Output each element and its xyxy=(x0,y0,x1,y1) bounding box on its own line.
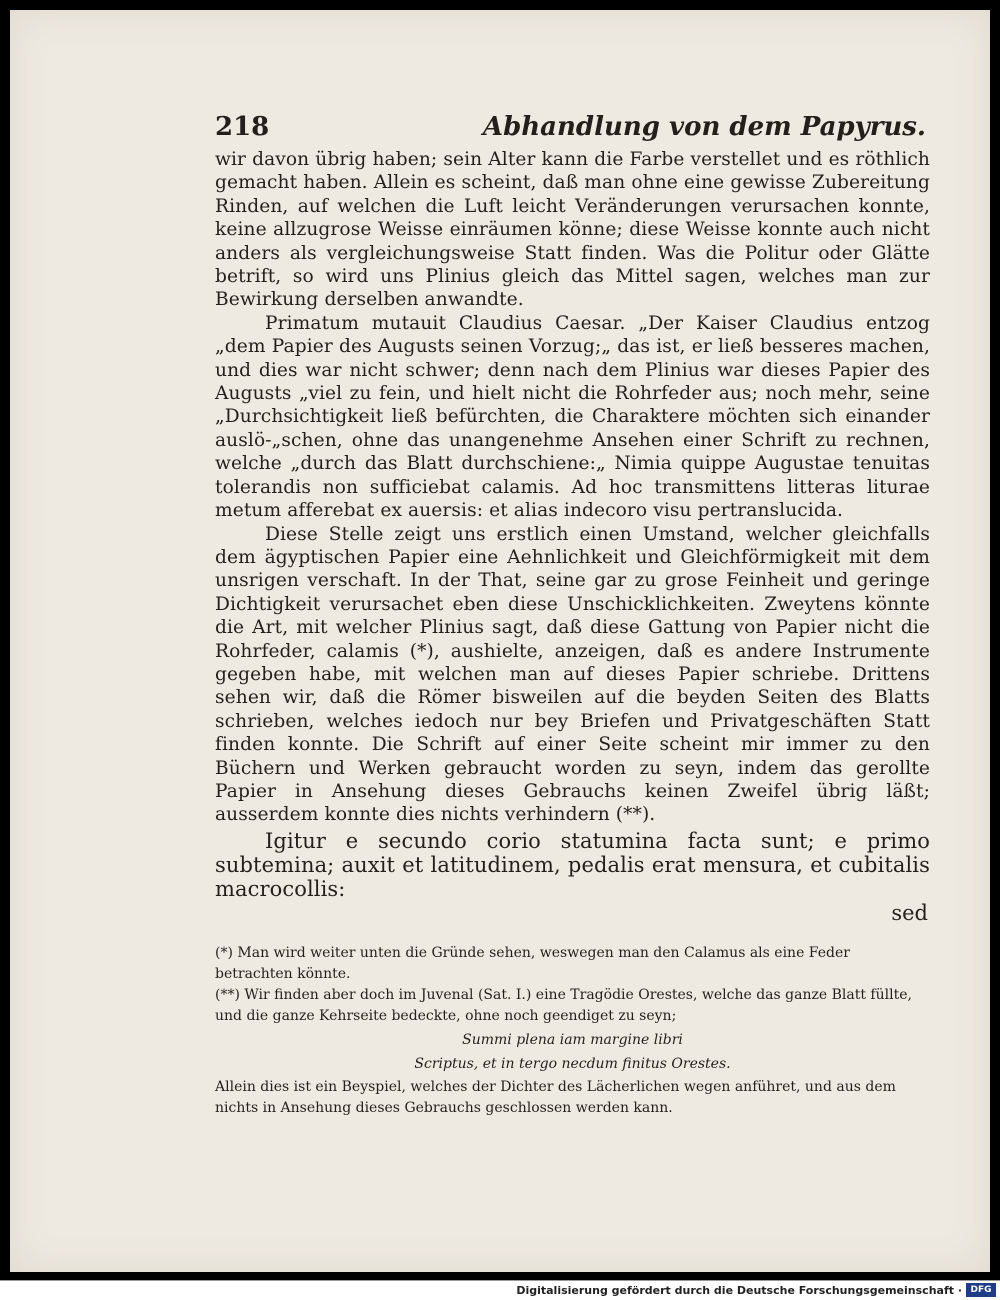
footnote-2-mark: (**) xyxy=(215,986,240,1003)
running-head: Abhandlung von dem Papyrus. xyxy=(482,112,926,142)
catchword-row xyxy=(215,901,930,927)
paragraph-2: Primatum mutauit Claudius Caesar. „Der Kaiser Claudius entzog „dem Papier des Augusts seinen Vorzug;„ das ist, er ließ besseres machen, und dies war nicht schwer; denn nach dem Plinius war dieses Papier des Augusts „viel zu fein, und hielt nicht die Rohrfeder aus; noch mehr, seine „Durchsichtigkeit ließ befürchten, die Charaktere möchten sich einander auslö-„schen, ohne das unangenehme Ansehen einer Schrift zu rechnen, welche „durch das Blatt durchschiene:„ Nimia quippe Augustae tenuitas tolerandis non sufficiebat calamis. Ad hoc transmittens litteras liturae metum afferebat ex auersis: et alias indecoro visu pertranslucida. xyxy=(215,312,930,522)
paragraph-3: Diese Stelle zeigt uns erstlich einen Umstand, welcher gleichfalls dem ägyptischen Papier eine Aehnlichkeit und Gleichförmigkeit mit dem unsrigen verschaft. In der That, seine gar zu grose Feinheit und geringe Dichtigkeit verursachet eben diese Unschicklichkeiten. Zweytens könnte die Art, mit welcher Plinius sagt, daß diese Gattung von Papier nicht die Rohrfeder, calamis (*), aushielte, anzeigen, daß es andere Instrumente gegeben habe, mit welchen man auf dieses Papier schriebe. Drittens sehen wir, daß die Römer bisweilen auf die beyden Seiten des Blatts schrieben, welches iedoch nur bey Briefen und Privatgeschäften Statt finden konnte. Die Schrift auf einer Seite scheint mir immer zu den Büchern und Werken gebraucht worden zu seyn, indem das gerollte Papier in Ansehung dieses Gebrauchs keinen Zweifel übrig läßt; ausserdem konnte dies nichts verhindern (**). xyxy=(215,523,930,826)
verse-line-1: Summi plena iam margine libri xyxy=(462,1031,683,1048)
latin-paragraph: Igitur e secundo corio statumina facta sunt; e primo subtemina; auxit et latitudinem, pedalis erat mensura, et cubitalis macrocollis: xyxy=(215,828,930,901)
verse-line-2: Scriptus, et in tergo necdum finitus Orestes. xyxy=(414,1055,731,1072)
book-page xyxy=(10,10,990,1272)
footnote-1-text: Man wird weiter unten die Gründe sehen, weswegen man den Calamus als eine Feder betrachten könnte. xyxy=(215,944,850,982)
main-text xyxy=(215,148,930,927)
footnote-2-continuation: Allein dies ist ein Beyspiel, welches der Dichter des Lächerlichen wegen anführet, und aus dem nichts in Ansehung dieses Gebrauchs geschlossen werden kann. xyxy=(215,1078,896,1116)
page-number: 218 xyxy=(215,112,270,142)
page-header xyxy=(215,106,930,148)
footnote-1 xyxy=(215,943,930,985)
funding-credit: Digitalisierung gefördert durch die Deutsche Forschungsgemeinschaft · xyxy=(516,1284,962,1297)
footnote-2 xyxy=(215,985,930,1027)
dfg-logo: DFG xyxy=(966,1283,996,1297)
footnotes xyxy=(215,943,930,1119)
paragraph-1: wir davon übrig haben; sein Alter kann die Farbe verstellet und es röthlich gemacht haben. Allein es scheint, daß man ohne eine gewisse Zubereitung Rinden, auf welchen die Luft leicht Veränderungen verursachen konnte, keine allzugrose Weisse einräumen könne; diese Weisse konnte auch nicht anders als vergleichungsweise Statt finden. Was die Politur oder Glätte betrift, so wird uns Plinius gleich das Mittel sagen, welches man zur Bewirkung derselben anwandte. xyxy=(215,149,930,311)
catchword: sed xyxy=(891,900,928,925)
digitization-footer xyxy=(0,1280,1000,1300)
footnote-2-text: Wir finden aber doch im Juvenal (Sat. I.) eine Tragödie Orestes, welche das ganze Blatt füllte, und die ganze Kehrseite bedeckte, ohne noch geendiget zu seyn; xyxy=(215,986,912,1024)
page-content xyxy=(215,106,930,1119)
footnote-1-mark: (*) xyxy=(215,944,233,961)
